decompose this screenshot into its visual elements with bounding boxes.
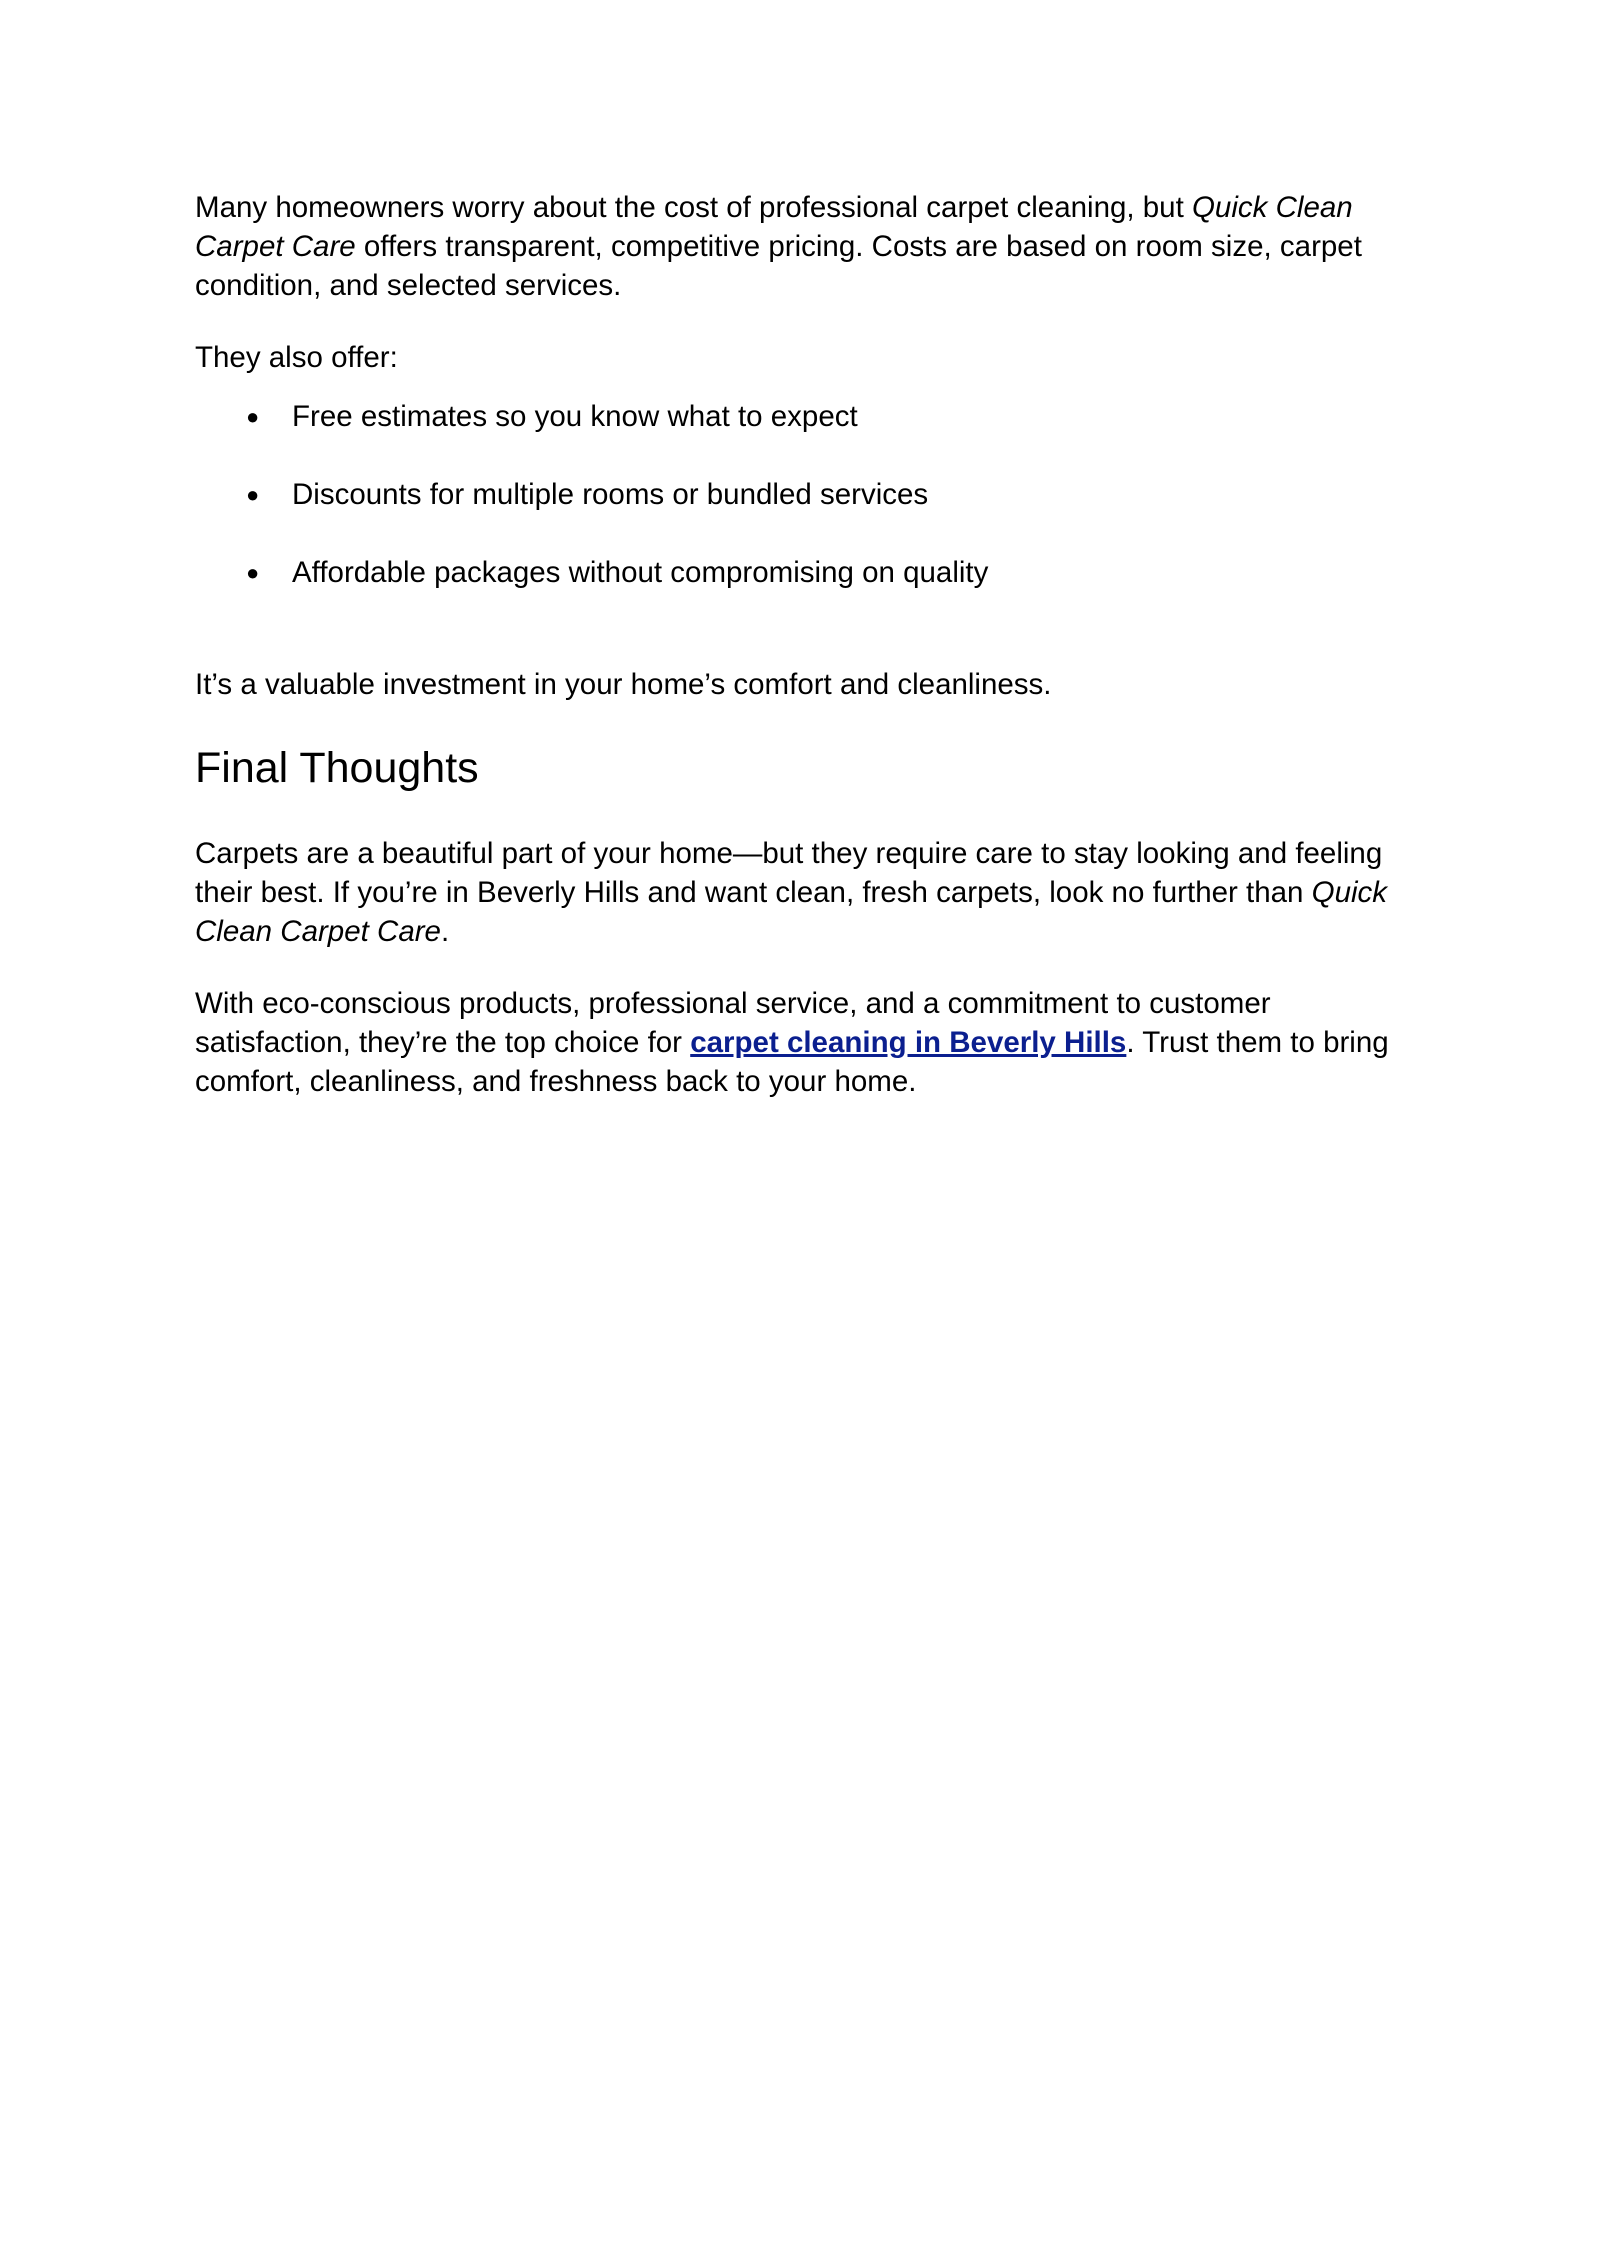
- offers-lead: They also offer:: [195, 341, 398, 374]
- bullet-icon: ●: [246, 560, 260, 585]
- brand-name: Quick Clean Carpet Care: [195, 876, 1388, 948]
- bullet-icon: ●: [246, 404, 260, 429]
- section-heading: Final Thoughts: [195, 744, 479, 792]
- list-item: [195, 553, 1415, 592]
- final-p1-text-after: .: [440, 915, 450, 948]
- final-paragraph-1: [195, 834, 1415, 951]
- investment-paragraph: It’s a valuable investment in your home’s comfort and cleanliness.: [195, 668, 1052, 701]
- carpet-cleaning-link[interactable]: carpet cleaning in Beverly Hills: [690, 1026, 1127, 1059]
- list-item-text: Free estimates so you know what to expect: [292, 400, 858, 433]
- brand-name: Quick Clean Carpet Care: [195, 191, 1353, 263]
- list-item: [195, 397, 1415, 436]
- final-paragraph-2: [195, 984, 1415, 1101]
- pricing-text-before: Many homeowners worry about the cost of professional carpet cleaning, but: [195, 191, 1192, 224]
- pricing-paragraph: [195, 188, 1415, 305]
- list-item-text: Affordable packages without compromising on quality: [292, 556, 989, 589]
- final-p2-text-before: With eco-conscious products, professional service, and a commitment to customer satisfaction, they’re the top choice for: [195, 987, 1271, 1059]
- final-p2-text-after: . Trust them to bring comfort, cleanliness, and freshness back to your home.: [195, 1026, 1389, 1098]
- list-item-text: Discounts for multiple rooms or bundled services: [292, 478, 929, 511]
- pricing-text-after: offers transparent, competitive pricing. Costs are based on room size, carpet condition, and selected services.: [195, 230, 1362, 302]
- offers-list: [195, 397, 1415, 592]
- bullet-icon: ●: [246, 482, 260, 507]
- final-p1-text-before: Carpets are a beautiful part of your home—but they require care to stay looking and feeling their best. If you’re in Beverly Hills and want clean, fresh carpets, look no further than: [195, 837, 1383, 909]
- document-page: [195, 188, 1415, 1101]
- list-item: [195, 475, 1415, 514]
